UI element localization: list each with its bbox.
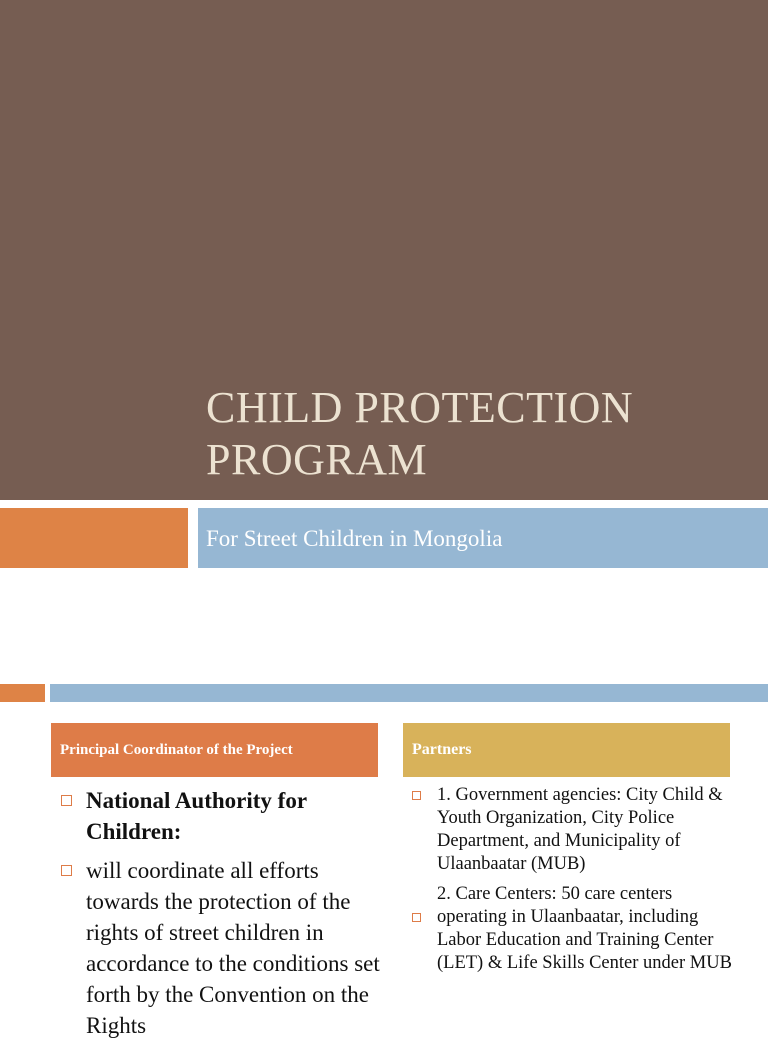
coordinator-list: [86, 785, 386, 1041]
slide-subtitle: For Street Children in Mongolia: [206, 526, 503, 551]
divider-bar-blue: [50, 684, 768, 702]
slide-title-line-1: CHILD PROTECTION: [206, 383, 634, 432]
divider-bar-orange: [0, 684, 45, 702]
list-item: 1. Government agencies: City Child & Youth Organization, City Police Department, and Municipality of Ulaanbaatar (MUB): [437, 785, 723, 874]
list-item: National Authority for Children:: [86, 788, 307, 844]
slide-title: [206, 382, 746, 486]
bullet-square-icon: [61, 795, 72, 806]
accent-bar-orange: [0, 508, 188, 568]
slide-title-line-2: PROGRAM: [206, 435, 428, 484]
partners-list: [437, 784, 737, 982]
bullet-square-icon: [412, 791, 421, 800]
partners-header: Partners: [403, 723, 730, 777]
bullet-square-icon: [412, 913, 421, 922]
list-item: will coordinate all efforts towards the protection of the rights of street children in accordance to the conditions set forth by the Convention on the Rights: [86, 858, 380, 1038]
coordinator-header: Principal Coordinator of the Project: [51, 723, 378, 777]
list-item: 2. Care Centers: 50 care centers operating in Ulaanbaatar, including Labor Education and Training Center (LET) & Life Skills Center under MUB: [437, 884, 732, 973]
bullet-square-icon: [61, 865, 72, 876]
